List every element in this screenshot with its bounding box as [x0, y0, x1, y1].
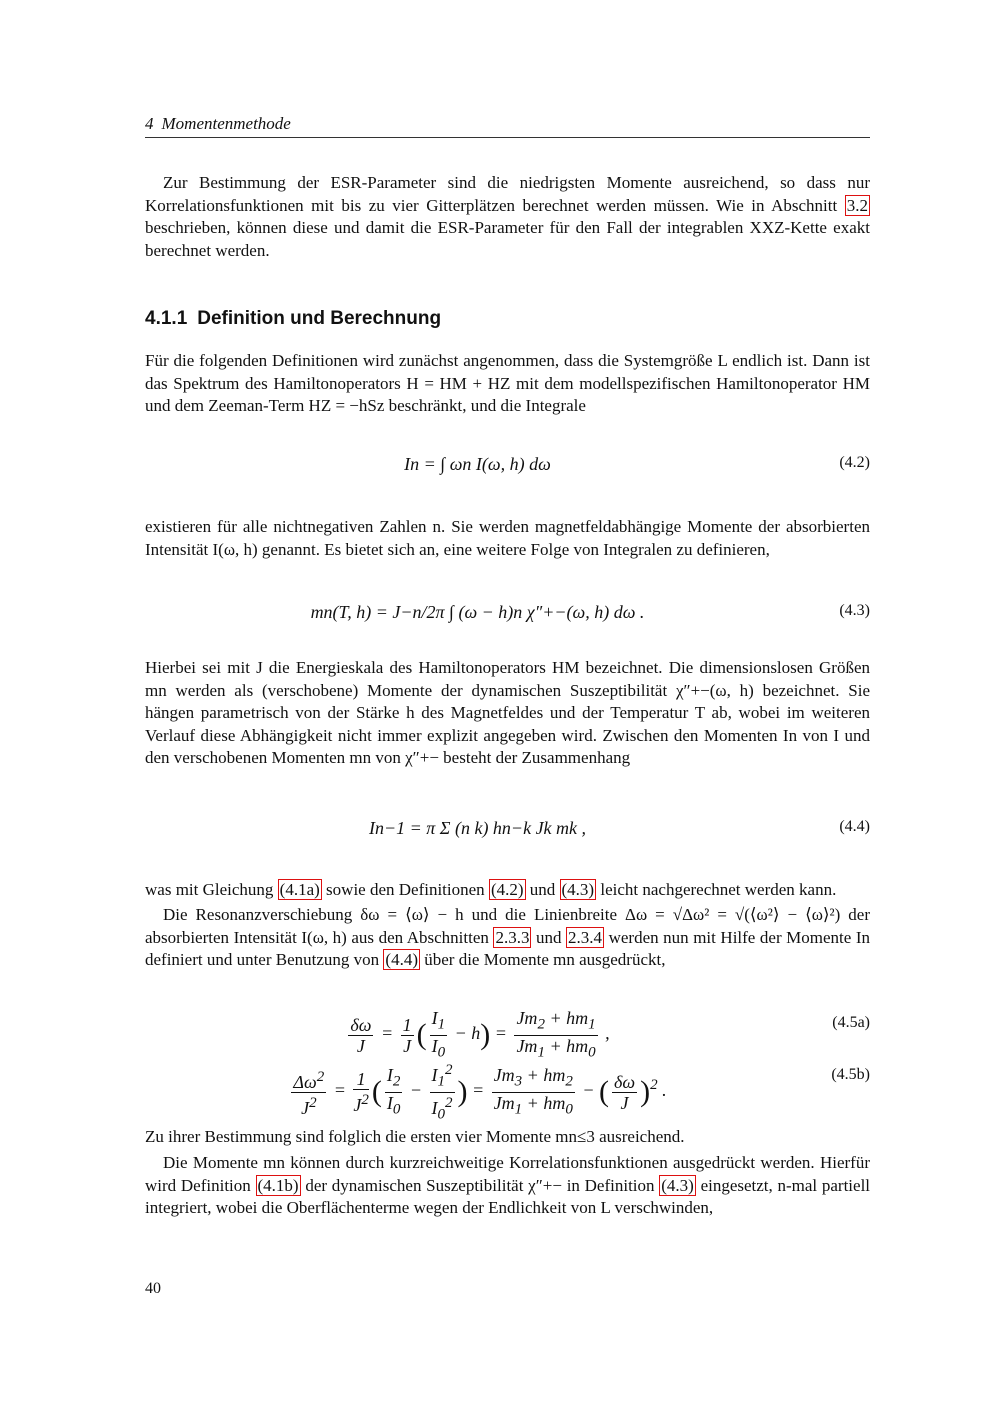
section-number: 4.1.1 — [145, 308, 188, 329]
running-head — [145, 114, 870, 138]
ref-4-4[interactable]: (4.4) — [385, 950, 418, 970]
paragraph-7 — [145, 1152, 870, 1220]
paragraph-3 — [145, 657, 870, 770]
equation-4-2 — [145, 446, 870, 486]
eq45a-number: (4.5a) — [832, 1014, 870, 1031]
para4-a: was mit Gleichung — [145, 880, 274, 899]
ref-4-1b[interactable]: (4.1b) — [257, 1175, 299, 1195]
ref-2-3-4[interactable]: 2.3.4 — [568, 927, 603, 947]
eq43-body: mn(T, h) = J−n/2π ∫ (ω − h)n χ″+−(ω, h) dω . — [310, 602, 645, 622]
para5-c: werden nun mit Hilfe der Momente In definiert und unter Benutzung von — [145, 927, 871, 970]
ref-4-3-b[interactable]: (4.3) — [661, 1175, 694, 1195]
eq42-number: (4.2) — [839, 454, 870, 471]
para4-d: leicht nachgerechnet werden kann. — [600, 880, 837, 899]
equation-4-3 — [145, 594, 870, 634]
para1-text: Für die folgenden Definitionen wird zunächst angenommen, dass die Systemgröße L endlich ist. Dann ist das Spektrum des Hamiltonoperators H = HM + HZ mit dem modellspezifischen Hamiltonoperator HM und dem Zeeman-Term HZ = −hSz beschränkt, und die Integrale — [145, 351, 870, 416]
para6-text: Zu ihrer Bestimmung sind folglich die ersten vier Momente mn≤3 ausreichend. — [145, 1127, 685, 1146]
para2-text: existieren für alle nichtnegativen Zahlen n. Sie werden magnetfeldabhängige Momente der absorbierten Intensität I(ω, h) genannt. Es bietet sich an, eine weitere Folge von Integralen zu definieren, — [145, 517, 870, 559]
equation-4-4 — [145, 810, 870, 850]
paragraph-4 — [145, 879, 870, 902]
para5-a: Die Resonanzverschiebung δω = ⟨ω⟩ − h und die Linienbreite Δω = √Δω² = √(⟨ω²⟩ − ⟨ω⟩²) der absorbierten Intensität I(ω, h) aus den Abschnitten — [145, 905, 870, 947]
section-heading — [145, 308, 870, 330]
eq44-number: (4.4) — [839, 818, 870, 835]
eq45a-body: $\frac{\delta\omega}{J}$ = $\frac{1}{J}$ ( $\frac{I_1}{I_0}$ − h) = $\frac{Jm_2 + hm_1}{Jm_1 + hm_0}$ , — [350, 1008, 610, 1061]
para5-b: und — [536, 927, 562, 947]
chapter-title: Momentenmethode — [161, 114, 291, 133]
page-number: 40 — [145, 1280, 161, 1297]
equation-4-5b — [145, 1052, 870, 1123]
intro-text-b: beschrieben, können diese und damit die ESR-Parameter für den Fall der integrablen XXZ-Kette exakt berechnet werden. — [145, 218, 870, 260]
paragraph-1 — [145, 350, 870, 418]
ref-2-3-3[interactable]: 2.3.3 — [495, 927, 530, 947]
eq45b-body: $\frac{\Delta\omega^2}{J^2}$ = $\frac{1}{J^2}$ ( $\frac{I_2}{I_0}$ − $\frac{I_1^2}{I_0^2}$ ) = $\frac{Jm_3 + hm_2}{Jm_1 + hm_0}$ − ( $\frac{\delta\omega}{J}$ )$^2$ . — [293, 1062, 667, 1123]
para5-d: über die Momente mn ausgedrückt, — [424, 950, 666, 970]
ref-4-2[interactable]: (4.2) — [490, 880, 524, 899]
para4-c: und — [529, 880, 556, 899]
eq42-body: In = ∫ ωn I(ω, h) dω — [404, 454, 551, 474]
intro-paragraph — [145, 172, 870, 262]
intro-text-a: Zur Bestimmung der ESR-Parameter sind die niedrigsten Momente ausreichend, so dass nur Korrelationsfunktionen mit bis zu vier Gitterplätzen berechnet werden müssen. Wie in Abschnitt — [145, 173, 870, 215]
ref-4-3[interactable]: (4.3) — [561, 880, 595, 899]
paragraph-2 — [145, 516, 870, 561]
eq44-body: In−1 = π Σ (n k) hn−k Jk mk , — [368, 818, 587, 838]
para4-b: sowie den Definitionen — [326, 880, 485, 899]
section-title: Definition und Berechnung — [197, 308, 442, 329]
ref-3-2[interactable]: 3.2 — [846, 195, 868, 215]
equation-4-5a — [145, 1000, 870, 1061]
chapter-number: 4 — [145, 114, 154, 133]
para3-text: Hierbei sei mit J die Energieskala des Hamiltonoperators HM bezeichnet. Die dimensionslosen Größen mn werden als (verschobene) Momente der dynamischen Suszeptibilität χ″+−(ω, h) bezeichnet. Sie hängen parametrisch von der Stärke h des Magnetfeldes und der Temperatur T ab, wobei im weiteren Verlauf diese Abhängigkeit nicht immer explizit angegeben wird. Zwischen den Momenten In von I und den verschobenen Momenten mn von χ″+− besteht der Zusammenhang — [145, 658, 870, 768]
para7-c: eingesetzt, n-mal partiell integriert, wobei die Oberflächenterme wegen der Endlichkeit von L verschwinden, — [145, 1175, 871, 1218]
paragraph-5 — [145, 904, 870, 972]
para7-a: Die Momente mn können durch kurzreichweitige Korrelationsfunktionen ausgedrückt werden. Hierfür wird Definition — [145, 1153, 870, 1195]
paragraph-6 — [145, 1126, 870, 1149]
ref-4-1a[interactable]: (4.1a) — [279, 880, 320, 899]
para7-b: der dynamischen Suszeptibilität χ″+− in Definition — [305, 1175, 655, 1195]
eq43-number: (4.3) — [839, 602, 870, 619]
eq45b-number: (4.5b) — [831, 1066, 870, 1083]
